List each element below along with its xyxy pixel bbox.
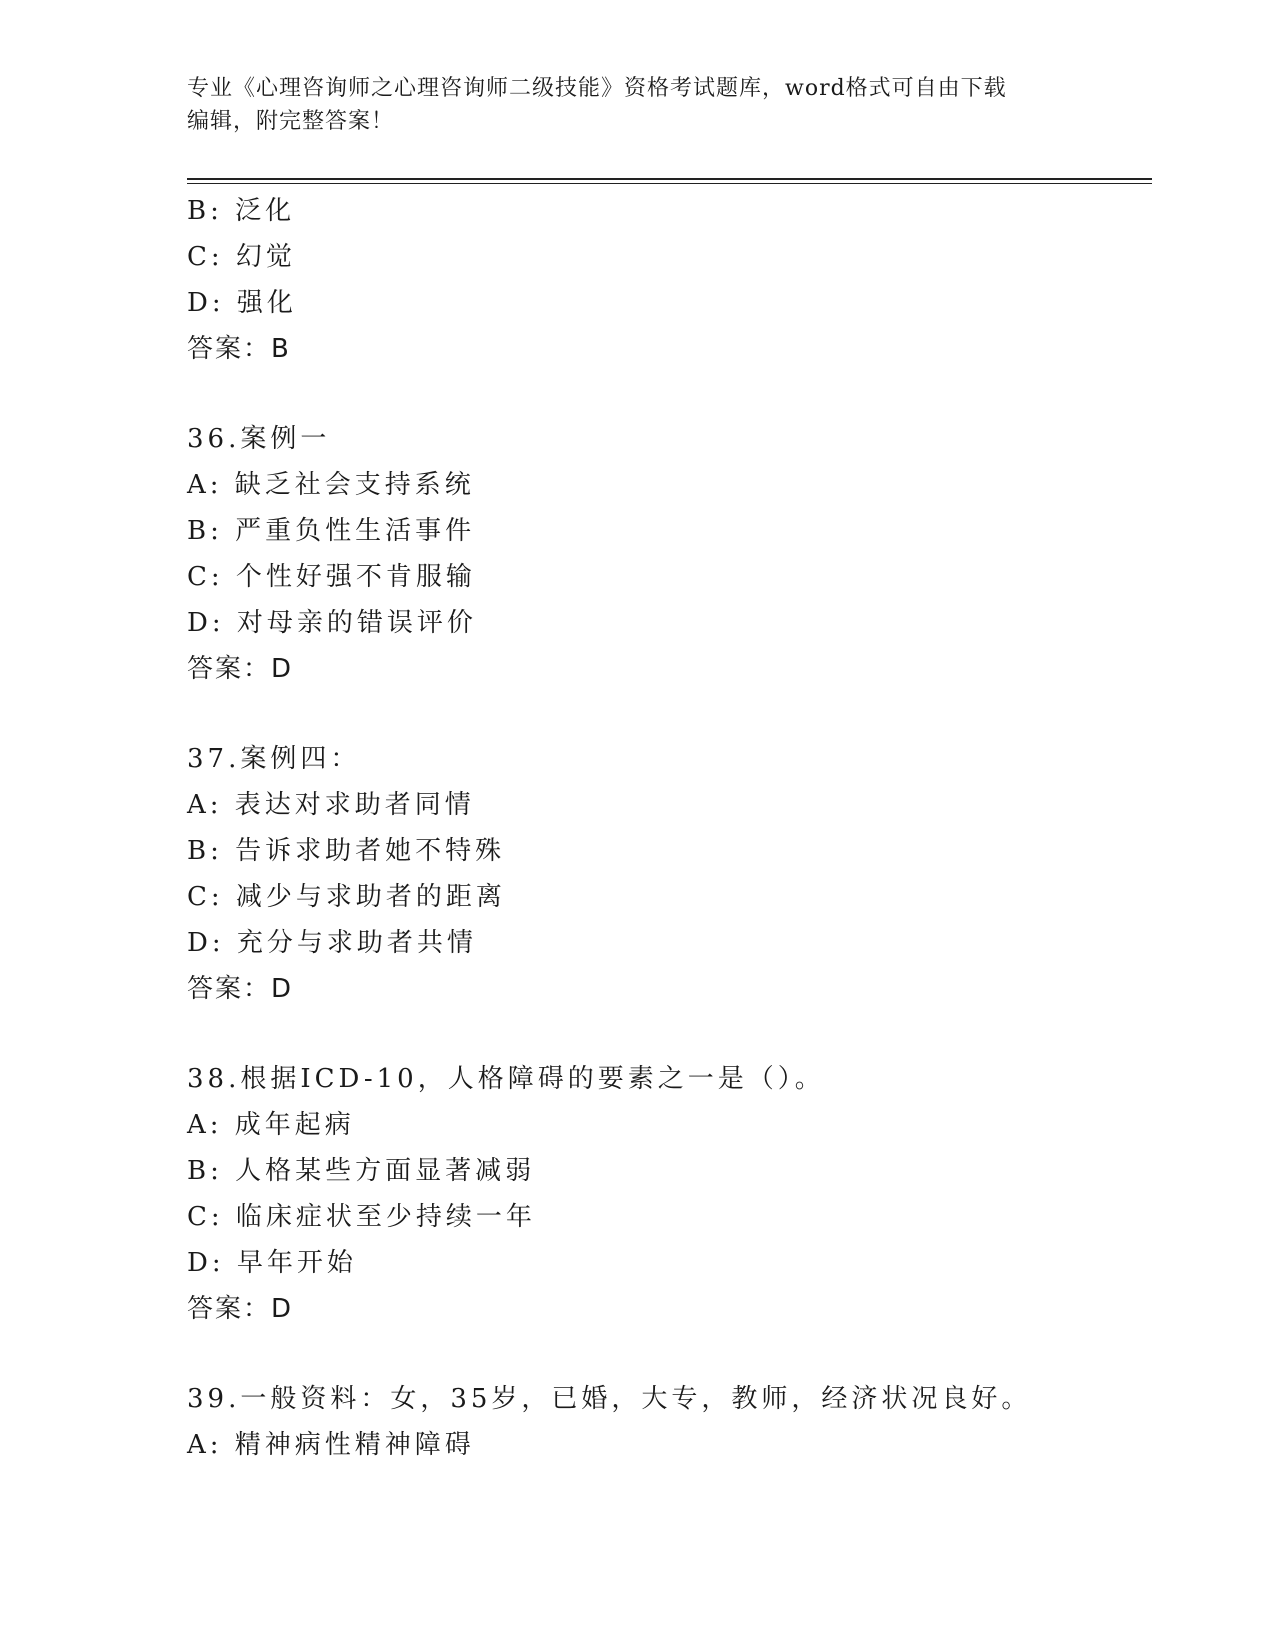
option-c: C: 减少与求助者的距离 — [187, 882, 506, 912]
option-b: B: 严重负性生活事件 — [187, 516, 476, 546]
option-d: D: 早年开始 — [187, 1248, 357, 1278]
option-a: A: 精神病性精神障碍 — [187, 1430, 475, 1460]
answer-line: 答案：D — [187, 654, 294, 684]
header-divider-thick — [187, 178, 1152, 180]
question-block-38 — [187, 1056, 1147, 1332]
header-line-1: 专业《心理咨询师之心理咨询师二级技能》资格考试题库，word格式可自由下载 — [187, 76, 1007, 101]
answer-line: 答案：D — [187, 1294, 294, 1324]
answer-line: 答案：B — [187, 334, 291, 364]
question-stem: 37.案例四： — [187, 744, 361, 774]
question-block-39 — [187, 1376, 1147, 1468]
option-c: C: 幻觉 — [187, 242, 296, 272]
option-a: A: 表达对求助者同情 — [187, 790, 475, 820]
document-header — [187, 72, 1067, 138]
option-a: A: 成年起病 — [187, 1110, 355, 1140]
option-d: D: 强化 — [187, 288, 297, 318]
option-d: D: 对母亲的错误评价 — [187, 608, 477, 638]
option-a: A: 缺乏社会支持系统 — [187, 470, 475, 500]
question-stem: 36.案例一 — [187, 424, 331, 454]
option-b: B: 泛化 — [187, 196, 296, 226]
option-c: C: 个性好强不肯服输 — [187, 562, 476, 592]
header-divider-thin — [187, 183, 1152, 184]
answer-line: 答案：D — [187, 974, 294, 1004]
question-block-partial — [187, 188, 1147, 372]
option-b: B: 人格某些方面显著减弱 — [187, 1156, 536, 1186]
question-block-36 — [187, 416, 1147, 692]
question-stem: 38.根据ICD-10，人格障碍的要素之一是（）。 — [187, 1064, 825, 1094]
question-list — [187, 188, 1147, 1468]
option-c: C: 临床症状至少持续一年 — [187, 1202, 536, 1232]
option-b: B: 告诉求助者她不特殊 — [187, 836, 506, 866]
option-d: D: 充分与求助者共情 — [187, 928, 477, 958]
question-block-37 — [187, 736, 1147, 1012]
question-stem: 39.一般资料：女，35岁，已婚，大专，教师，经济状况良好。 — [187, 1384, 1032, 1414]
header-line-2: 编辑，附完整答案！ — [187, 109, 395, 134]
